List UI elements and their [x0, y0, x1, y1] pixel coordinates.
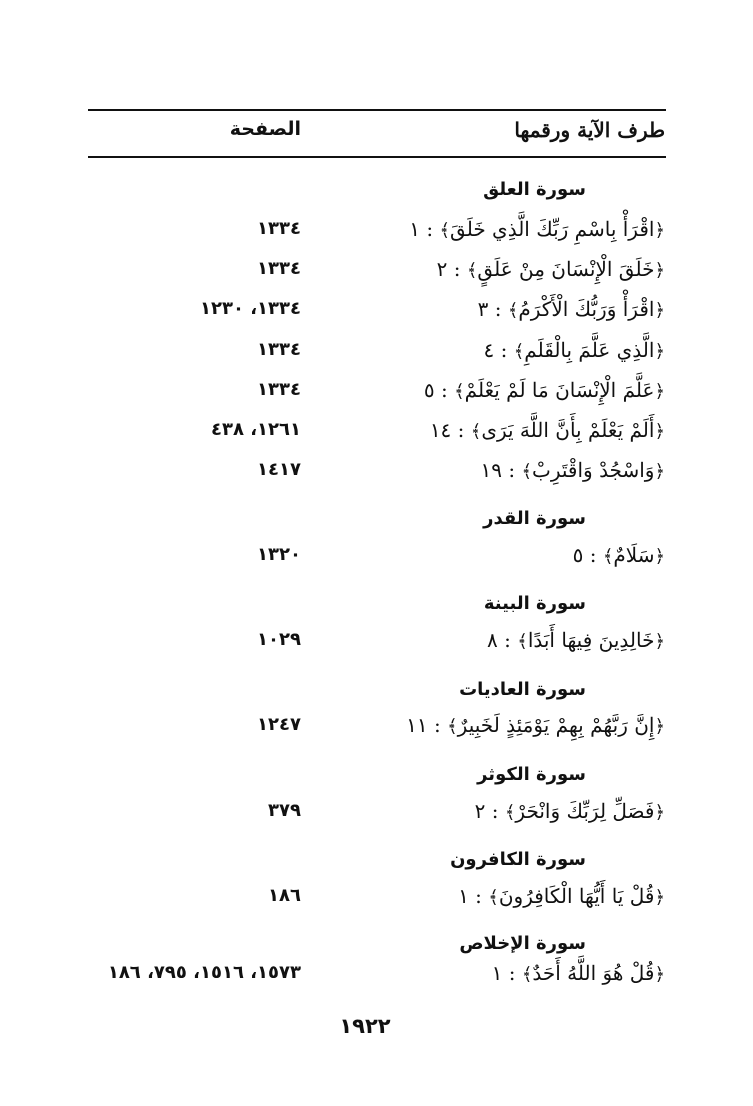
ornate-bracket-open: ﴿: [654, 964, 665, 985]
ornate-bracket-open: ﴿: [654, 381, 665, 402]
page-reference: ١٠٢٩: [257, 629, 301, 650]
verse-text: قُلْ يَا أَيُّهَا الْكَافِرُونَ: [498, 884, 655, 908]
page-reference: ١٢٦١، ٤٣٨: [210, 419, 301, 440]
verse-number: : ٨: [487, 628, 511, 652]
verse-text: عَلَّمَ الْإِنْسَانَ مَا لَمْ يَعْلَمْ: [464, 378, 655, 402]
verse-number: : ١٤: [429, 418, 465, 442]
page-reference: ٣٧٩: [268, 800, 301, 821]
verse-text: سَلَامٌ: [613, 543, 655, 567]
ornate-bracket-open: ﴿: [654, 461, 665, 482]
ornate-bracket-close: ﴾: [521, 964, 533, 985]
verse-entry: [484, 338, 666, 362]
surah-heading: سورة الكوثر: [477, 764, 586, 785]
verse-entry: [478, 297, 665, 321]
verse-entry: [487, 628, 665, 652]
surah-heading: سورة القدر: [483, 508, 586, 529]
ornate-bracket-close: ﴾: [447, 716, 458, 737]
verse-entry: [424, 378, 665, 402]
verse-number: : ١١: [406, 713, 441, 737]
verse-text: وَاسْجُدْ وَاقْتَرِبْ: [532, 458, 655, 482]
surah-heading: سورة الكافرون: [450, 849, 586, 870]
verse-number: : ١: [409, 217, 434, 241]
surah-heading: سورة العلق: [483, 179, 586, 200]
verse-number: : ٢: [474, 799, 499, 823]
page-reference: ١٣٣٤: [257, 218, 301, 239]
ornate-bracket-close: ﴾: [513, 341, 525, 362]
ornate-bracket-open: ﴿: [654, 887, 665, 908]
page-reference: ١٣٣٤: [257, 258, 301, 279]
ornate-bracket-open: ﴿: [654, 260, 665, 281]
verse-entry: [573, 543, 665, 567]
verse-text: خَلَقَ الْإِنْسَانَ مِنْ عَلَقٍ: [477, 257, 655, 281]
verse-entry: [430, 418, 665, 442]
verse-entry: [406, 713, 665, 737]
ornate-bracket-open: ﴿: [654, 300, 665, 321]
ornate-bracket-close: ﴾: [517, 631, 528, 652]
verse-number: : ١: [491, 961, 516, 985]
verse-entry: [409, 217, 665, 241]
surah-heading: سورة الإخلاص: [459, 933, 586, 954]
ornate-bracket-open: ﴿: [654, 220, 665, 241]
ornate-bracket-open: ﴿: [654, 716, 665, 737]
verse-text: اقْرَأْ وَرَبُّكَ الْأَكْرَمُ: [518, 297, 655, 321]
page-reference: ١٣٣٤: [257, 339, 301, 360]
verse-number: : ٥: [423, 378, 448, 402]
page-column-header: الصفحة: [229, 118, 301, 140]
ornate-bracket-open: ﴿: [654, 546, 665, 567]
ornate-bracket-close: ﴾: [439, 220, 451, 241]
verse-entry: [492, 961, 665, 985]
header-bottom-rule: [88, 156, 666, 158]
verse-entry: [437, 257, 665, 281]
ornate-bracket-close: ﴾: [454, 381, 465, 402]
verse-text: قُلْ هُوَ اللَّهُ أَحَدٌ: [532, 961, 655, 985]
ornate-bracket-close: ﴾: [466, 260, 478, 281]
page-reference: ١٨٦: [268, 885, 301, 906]
verse-text: أَلَمْ يَعْلَمْ بِأَنَّ اللَّهَ يَرَى: [481, 418, 655, 442]
ornate-bracket-open: ﴿: [654, 631, 665, 652]
ornate-bracket-close: ﴾: [507, 300, 519, 321]
ornate-bracket-open: ﴿: [654, 421, 665, 442]
verse-text: فَصَلِّ لِرَبِّكَ وَانْحَرْ: [515, 799, 655, 823]
verse-entry: [475, 799, 665, 823]
surah-heading: سورة العاديات: [459, 679, 586, 700]
verse-number: : ٢: [436, 257, 461, 281]
page-reference: ١٥٧٣، ١٥١٦، ٧٩٥، ١٨٦: [107, 962, 301, 983]
verse-number: : ١٩: [480, 458, 516, 482]
ornate-bracket-close: ﴾: [470, 421, 482, 442]
page-reference: ١٣٣٤، ١٢٣٠: [199, 298, 301, 319]
ornate-bracket-close: ﴾: [521, 461, 533, 482]
ornate-bracket-close: ﴾: [504, 802, 516, 823]
verse-number: : ٤: [483, 338, 508, 362]
verse-text: إِنَّ رَبَّهُمْ بِهِمْ يَوْمَئِذٍ لَخَبِيرٌ: [457, 713, 655, 737]
page-reference: ١٢٤٧: [257, 714, 301, 735]
verse-text: خَالِدِينَ فِيهَا أَبَدًا: [527, 628, 655, 652]
ornate-bracket-close: ﴾: [602, 546, 614, 567]
surah-heading: سورة البينة: [483, 593, 586, 614]
page-reference: ١٣٣٤: [257, 379, 301, 400]
verse-number: : ٣: [477, 297, 502, 321]
page-reference: ١٤١٧: [257, 459, 301, 480]
verse-entry: [481, 458, 665, 482]
header-top-rule: [88, 109, 666, 111]
ornate-bracket-open: ﴿: [654, 802, 665, 823]
ornate-bracket-close: ﴾: [488, 887, 499, 908]
verse-number: : ٥: [572, 543, 597, 567]
ornate-bracket-open: ﴿: [654, 341, 665, 362]
verse-text: الَّذِي عَلَّمَ بِالْقَلَمِ: [524, 338, 655, 362]
page-number: ١٩٢٢: [339, 1014, 391, 1038]
verse-column-header: طرف الآية ورقمها: [514, 118, 665, 142]
verse-entry: [458, 884, 665, 908]
verse-text: اقْرَأْ بِاسْمِ رَبِّكَ الَّذِي خَلَقَ: [450, 217, 655, 241]
page-reference: ١٣٢٠: [257, 544, 301, 565]
verse-number: : ١: [458, 884, 482, 908]
